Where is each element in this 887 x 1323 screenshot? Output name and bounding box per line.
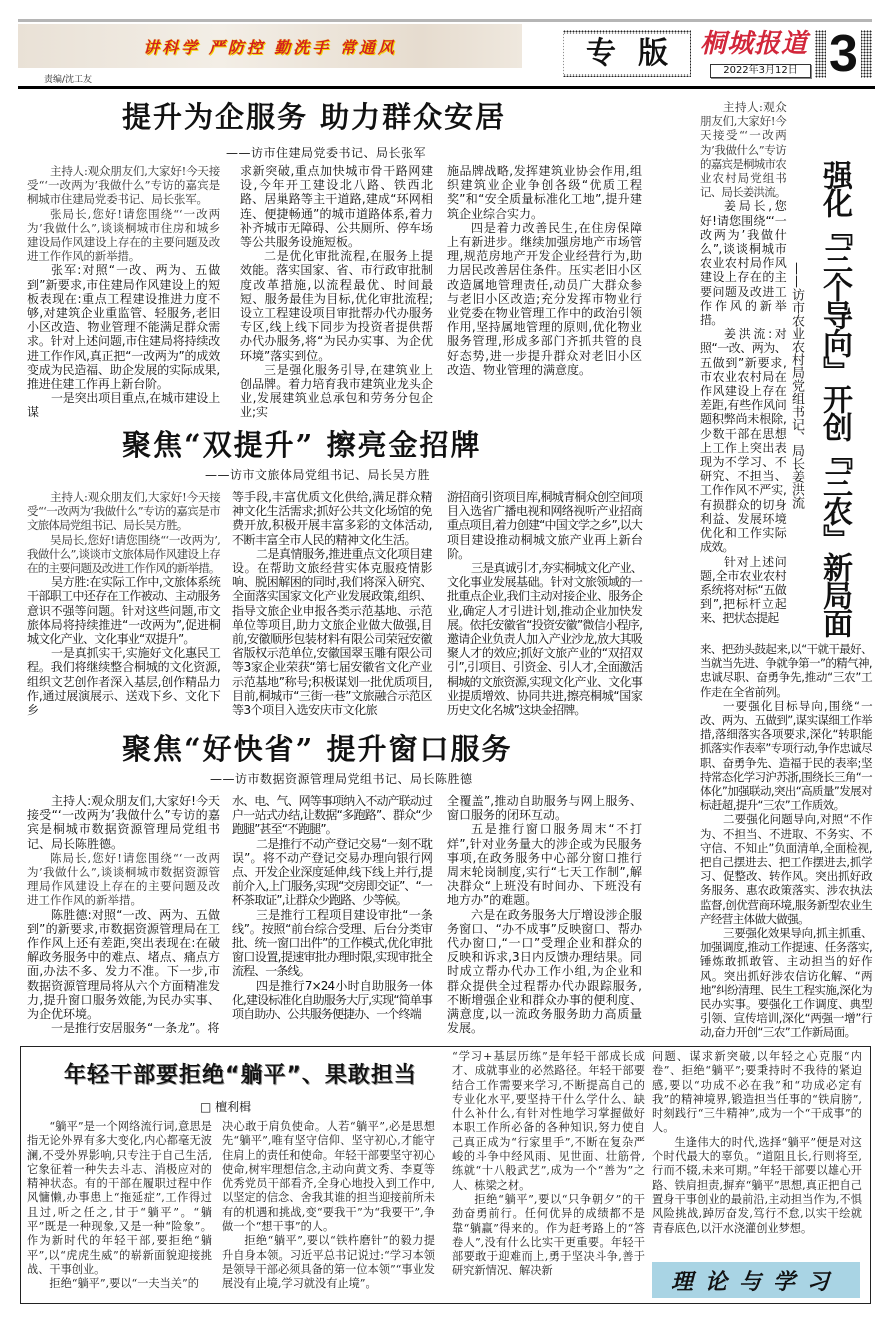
paragraph: 问题、谋求新突破,以年轻之心克服“内卷”、拒绝“躺平”;要秉持时不我待的紧迫感,要以“功成不必在我”和“功成必定有我”的精神境界,锻造担当任事的“铁肩膀”,时刻践行“三牛精神”,成为一个“干成事”的人。 bbox=[652, 1050, 862, 1135]
commentary-column bbox=[222, 1120, 435, 1292]
article-subtitle: ——访市文旅体局党组书记、局长吴方胜 bbox=[205, 468, 431, 482]
side-article-title: 强化『三个导向』开创『三农』新局面 bbox=[817, 160, 852, 636]
paragraph: 姜洪流:对照“一改、两为、五做到”新要求,市农业农村局在作风建设上存在差距,有些作风问题积弊尚未根除,少数干部在思想上工作上突出表现为不学习、不研究、不担当、工作作风不严实,有损群众的切身利益、发展环境优化和工作实际成效。 bbox=[700, 327, 786, 555]
paragraph: 拒绝“躺平”,要以“铁杵磨针”的毅力提升自身本领。习近平总书记说过:“学习本领是领导干部必须具备的第一位本领”“事业发展没有止境,学习就没有止境”。 bbox=[222, 1234, 435, 1291]
column-label: 理论与学习 bbox=[670, 1268, 841, 1295]
paragraph: 四是推行7×24小时自助服务一体化,建设标准化自助服务大厅,实现“简单事项自助办、公共服务便捷办、一个终端 bbox=[232, 978, 432, 1022]
editor-credit: 责编/沈工友 bbox=[44, 75, 93, 85]
paragraph: 主持人:观众朋友们,大家好!今天接受“‘一改两为’我做什么”专访的嘉宾是桐城市数据资源管理局党组书记、局长陈胜德。 bbox=[27, 794, 220, 851]
paragraph: 张军:对照“一改、两为、五做到”新要求,市住建局作风建设上的短板表现在:重点工程建设推进力度不够,对建筑企业重监管、轻服务,老旧小区改造、物业管理不能满足群众需求。针对上述问题,市住建局将持续改进工作作风,真正把“一改两为”的成效变成为民造福、助企发展的实际成果,推进住建工作再上新台阶。 bbox=[27, 263, 220, 392]
commentary-column bbox=[652, 1050, 862, 1236]
paragraph: 主持人:观众朋友们,大家好!今天接受“‘一改两为’我做什么”专访的嘉宾是市文旅体局党组书记、局长吴方胜。 bbox=[27, 490, 220, 533]
paragraph: 一是突出项目重点,在城市建设上谋 bbox=[27, 391, 220, 420]
issue-date: 2022年3月12日 bbox=[710, 64, 811, 78]
article-column bbox=[27, 794, 220, 1035]
article-column bbox=[447, 164, 642, 377]
paragraph: 全覆盖”,推动自助服务与网上服务、窗口服务的闭环互动。 bbox=[447, 794, 642, 823]
paragraph: 三是真诚引才,夯实桐城文化产业、文化事业发展基础。针对文旅领域的一批重点企业,我们主动对接企业、服务企业,确定人才引进计划,推动企业加快发展。依托安徽省“投资安徽”微信小程序,邀请企业负责人加入产业沙龙,放大其吸聚人才的效应;抓好文旅产业的“双招双引”,引项目、引资金、引人才,全面激活桐城的文旅资源,实现文化产业、文化事业提质增效、协同共进,擦亮桐城“国家历史文化名城”这块金招牌。 bbox=[447, 561, 642, 718]
paragraph: 求新突破,重点加快城市骨干路网建设,今年开工建设北八路、铁西北路、居巢路等主干道路,建成“环网相连、便捷畅通”的城市道路体系,着力补齐城市无障碍、公共厕所、停车场等公共服务设施短板。 bbox=[240, 164, 433, 250]
article-title: 聚焦“双提升” 擦亮金招牌 bbox=[122, 428, 482, 462]
paragraph: 三是强化服务引导,在建筑业上创品牌。着力培育我市建筑业龙头企业,发展建筑业总承包和劳务分包企业;实 bbox=[240, 362, 433, 420]
paragraph: 针对上述问题,全市农业农村系统将对标“五做到”,把标杆立起来、把状态提起 bbox=[700, 554, 786, 626]
paragraph: 施品牌战略,发挥建筑业协会作用,组织建筑业企业争创各级“优质工程奖”和“安全质量标准化工地”,提升建筑企业综合实力。 bbox=[447, 164, 642, 221]
paragraph: “躺平”是一个网络流行词,意思是指无论外界有多大变化,内心都毫无波澜,不受外界影响,只专注于自己生活,它象征着一种失去斗志、消极应对的精神状态。有的干部在履职过程中作风慵懒,办事患上“拖延症”,工作得过且过,听之任之,甘于“躺平”。“躺平”既是一种现象,又是一种“险象”。作为新时代的年轻干部,要拒绝“躺平”,以“虎虎生威”的崭新面貌迎接挑战、干事创业。 bbox=[27, 1120, 212, 1276]
paragraph: 等手段,丰富优质文化供给,满足群众精神文化生活需求;抓好公共文化场馆的免费开放,积极开展丰富多彩的文体活动,不断丰富全市人民的精神文化生活。 bbox=[232, 490, 432, 547]
commentary-title: 年轻干部要拒绝“躺平”、果敢担当 bbox=[64, 1063, 417, 1088]
commentary-author: □ 檀利楫 bbox=[200, 1100, 252, 1114]
masthead-rule bbox=[18, 86, 875, 89]
article-column bbox=[240, 164, 433, 420]
commentary-column bbox=[27, 1120, 212, 1292]
article-column bbox=[232, 490, 432, 717]
paragraph: 四是着力改善民生,在住房保障上有新进步。继续加强房地产市场管理,规范房地产开发企业经营行为,助力居民改善居住条件。压实老旧小区改造属地管理责任,动员广大群众参与老旧小区改造;充分发挥市物业行业党委在物业管理工作中的政治引领作用,坚持属地管理的原则,优化物业服务管理,形成多部门齐抓共管的良好态势,进一步提升群众对老旧小区改造、物业管理的满意度。 bbox=[447, 220, 642, 377]
paragraph: “学习+基层历练”是年轻干部成长成才、成就事业的必然路径。年轻干部要结合工作需要来学习,不断提高自己的专业化水平,要坚持干什么学什么、缺什么补什么,有针对性地学习掌握做好本职工作所必备的各种知识,努力使自己真正成为“行家里手”,不断在复杂严峻的斗争中经风雨、见世面、壮筋骨,练就“十八般武艺”,成为一个“善为”之人、栋梁之材。 bbox=[452, 1050, 645, 1192]
slogan-banner bbox=[18, 24, 522, 68]
paragraph: 吴方胜:在实际工作中,文旅体系统干部职工中还存在工作被动、主动服务意识不强等问题。针对这些问题,市文旅体局将持续推进“一改两为”,促进桐城文化产业、文化事业“双提升”。 bbox=[27, 575, 220, 647]
paragraph: 六是在政务服务大厅增设涉企服务窗口、“办不成事”反映窗口、帮办代办窗口,“一口”受理企业和群众的反映和诉求,3日内反馈办理结果。同时成立帮办代办工作小组,为企业和群众提供全过程帮办代办跟踪服务,不断增强企业和群众办事的便利度、满意度,以一流政务服务助力高质量发展。 bbox=[447, 907, 642, 1036]
paper-logo: 桐城报道 bbox=[700, 29, 809, 59]
paragraph: 二是优化审批流程,在服务上提效能。落实国家、省、市行政审批制度改革措施,以流程最优、时间最短、服务最佳为目标,优化审批流程;设立工程建设项目审批帮办代办服务专区,线上线下同步为投资者提供帮办代办服务,将“为民办实事、为企优环境”落实到位。 bbox=[240, 249, 433, 363]
article-column bbox=[27, 490, 220, 717]
side-article-subtitle: ——访市农业农村局党组书记、局长姜洪流 bbox=[789, 262, 804, 509]
paragraph: 游招商引资项目库,桐城青桐众创空间项目入选省广播电视和网络视听产业招商重点项目,着力创建“中国文学之乡”,以大项目建设推动桐城文旅产业再上新台阶。 bbox=[447, 490, 642, 561]
paragraph: 三是推行工程项目建设审批“一条线”。按照“前台综合受理、后台分类审批、统一窗口出件”的工作模式,优化审批窗口设置,提速审批办理时限,实现审批全流程、一条线。 bbox=[232, 907, 432, 979]
paragraph: 一要强化目标导向,围绕“一改、两为、五做到”,谋实谋细工作举措,落细落实各项要求,深化“转职能抓落实作表率”专项行动,争作忠诚尽职、奋勇争先、造福于民的表率;坚持常态化学习沪苏浙,围绕长三角“一体化”加强联动,突出“高质量”发展对标赶超,提升“三农”工作质效。 bbox=[700, 698, 872, 813]
paragraph: 决心敢于肩负使命。人若“躺平”,必是思想先“躺平”,唯有坚守信仰、坚守初心,才能守住肩上的责任和使命。年轻干部要坚守初心使命,树牢理想信念,主动向黄文秀、李夏等优秀党员干部看齐,全身心地投入到工作中,以坚定的信念、舍我其谁的担当迎接前所未有的机遇和挑战,变“要我干”为“我要干”,争做一个“想干事”的人。 bbox=[222, 1120, 435, 1234]
section-label bbox=[563, 30, 691, 77]
paragraph: 一是真抓实干,实施好文化惠民工程。我们将继续整合桐城的文化资源,组织文艺创作者深入基层,创作精品力作,通过展演展示、送戏下乡、文化下乡 bbox=[27, 646, 220, 718]
article-title: 提升为企服务 助力群众安居 bbox=[122, 100, 507, 134]
article-column bbox=[447, 794, 642, 1035]
article-subtitle: ——访市住建局党委书记、局长张军 bbox=[226, 146, 427, 160]
paragraph: 五是推行窗口服务周末“不打烊”,针对业务量大的涉企或为民服务事项,在政务服务中心部分窗口推行周末轮岗制度,实行“七天工作制”,解决群众“上班没有时间办、下班没有地方办”的难题。 bbox=[447, 822, 642, 908]
column-label-box bbox=[652, 1262, 860, 1298]
paragraph: 姜局长,您好!请您围绕“‘一改两为’我做什么”,谈谈桐城市农业农村局作风建设上存在的主要问题及改进工作作风的新举措。 bbox=[700, 199, 786, 328]
article-column bbox=[27, 164, 220, 420]
paragraph: 主持人:观众朋友们,大家好!今天接受“‘一改两为’我做什么”专访的嘉宾是桐城市农业农村局党组书记、局长姜洪流。 bbox=[700, 100, 786, 200]
article-title: 聚焦“好快省” 提升窗口服务 bbox=[122, 732, 513, 766]
paragraph: 陈局长,您好!请您围绕“‘一改两为’我做什么”,谈谈桐城市数据资源管理局作风建设上存在的主要问题及改进工作作风的新举措。 bbox=[27, 850, 220, 908]
article-subtitle: ——访市数据资源管理局党组书记、局长陈胜德 bbox=[210, 772, 473, 786]
side-article-wide-column bbox=[700, 642, 872, 1040]
article-column bbox=[232, 794, 432, 1021]
paragraph: 来、把劲头鼓起来,以“干就干最好、当就当先进、争就争第一”的精气神,忠诚尽职、奋勇争先,推动“三农”工作走在全省前列。 bbox=[700, 642, 872, 699]
commentary-column bbox=[452, 1050, 645, 1279]
paragraph: 一是推行安居服务“一条龙”。将 bbox=[51, 1021, 220, 1036]
paragraph: 陈胜德:对照“一改、两为、五做到”的新要求,市数据资源管理局在工作作风上还有差距,突出表现在:在破解政务服务中的难点、堵点、痛点方面,办法不多、发力不准。下一步,市数据资源管理局将从六个方面精准发力,提升窗口服务效能,为民办实事、为企优环境。 bbox=[27, 907, 220, 1022]
paragraph: 拒绝“躺平”,要以“一夫当关”的 bbox=[49, 1277, 199, 1291]
paragraph: 主持人:观众朋友们,大家好!今天接受“‘一改两为’我做什么”专访的嘉宾是桐城市住建局党委书记、局长张军。 bbox=[27, 164, 220, 207]
section-text: 专版 bbox=[564, 34, 690, 74]
page-number-text: 3 bbox=[826, 30, 861, 78]
page-number bbox=[815, 25, 872, 83]
article-column bbox=[447, 490, 642, 717]
paragraph: 水、电、气、网等事项纳入不动产联动过户一站式办结,让数据“多跑路”、群众“少跑腿”甚至“不跑腿”。 bbox=[232, 794, 432, 837]
paragraph: 吴局长,您好!请您围绕“‘一改两为’,我做什么”,谈谈市文旅体局作风建设上存在的主要问题及改进工作作风的新举措。 bbox=[27, 532, 220, 576]
paragraph: 二是推行不动产登记交易“一刻不耽误”。将不动产登记交易办理向银行网点、开发企业深度延伸,线下线上并行,提前介入,上门服务,实现“交房即交证”、“一杯茶取证”,让群众少跑路、少等候。 bbox=[232, 836, 432, 908]
paragraph: 三要强化效果导向,抓主抓重、加强调度,推动工作提速、任务落实,锤炼敢抓敢管、主动担当的好作风。突出抓好涉农信访化解、“两地”纠纷清理、民生工程实施,深化为民办实事。要强化工作调度、典型引领、宣传培训,深化“两强一增”行动,奋力开创“三农”工作新局面。 bbox=[700, 926, 872, 1040]
paragraph: 二是真情服务,推进重点文化项目建设。在帮助文旅经营实体克服疫情影响、脱困解困的同时,我们将深入研究、全面落实国家文化产业发展政策,组织、指导文旅企业申报各类示范基地、示范单位等项目,助力文旅企业做大做强,目前,安徽顺彤包装材料有限公司荣冠安徽省版权示范单位,安徽国翠玉雕有限公司等3家企业荣获“第七届安徽省文化产业示范基地”称号;积极谋划一批优质项目,目前,桐城市“三街一巷”文旅融合示范区等3个项目入选安庆市文化旅 bbox=[232, 546, 432, 718]
side-article-narrow-column bbox=[700, 100, 786, 626]
paragraph: 拒绝“躺平”,要以“只争朝夕”的干劲奋勇前行。任何优异的成绩都不是靠“躺赢”得来的。作为赶考路上的“答卷人”,没有什么比实干更重要。年轻干部要敢于迎难而上,勇于坚决斗争,善于研究新情况、解决新 bbox=[452, 1192, 645, 1278]
paragraph: 二要强化问题导向,对照“不作为、不担当、不进取、不务实、不守信、不知止”负面清单,全面检视,把自己摆进去、把工作摆进去,抓学习、促整改、转作风。突出抓好政务服务、惠农政策落实、涉农执法监督,创优营商环境,服务新型农业生产经营主体做大做强。 bbox=[700, 812, 872, 926]
paragraph: 生逢伟大的时代,选择“躺平”便是对这个时代最大的辜负。“道阻且长,行则将至,行而不辍,未来可期。”年轻干部要以雄心开路、铁肩担责,摒弃“躺平”思想,真正把自己置身干事创业的最前沿,主动担当作为,不惧风险挑战,踔厉奋发,笃行不怠,以实干绘就青春底色,以汗水浇灌创业梦想。 bbox=[652, 1135, 862, 1235]
paragraph: 张局长,您好!请您围绕“‘一改两为’我做什么”,谈谈桐城市住房和城乡建设局作风建设上存在的主要问题及改进工作作风的新举措。 bbox=[27, 206, 220, 264]
top-rule bbox=[18, 19, 872, 22]
slogan-text: 讲科学 严防控 勤洗手 常通风 bbox=[143, 37, 397, 57]
